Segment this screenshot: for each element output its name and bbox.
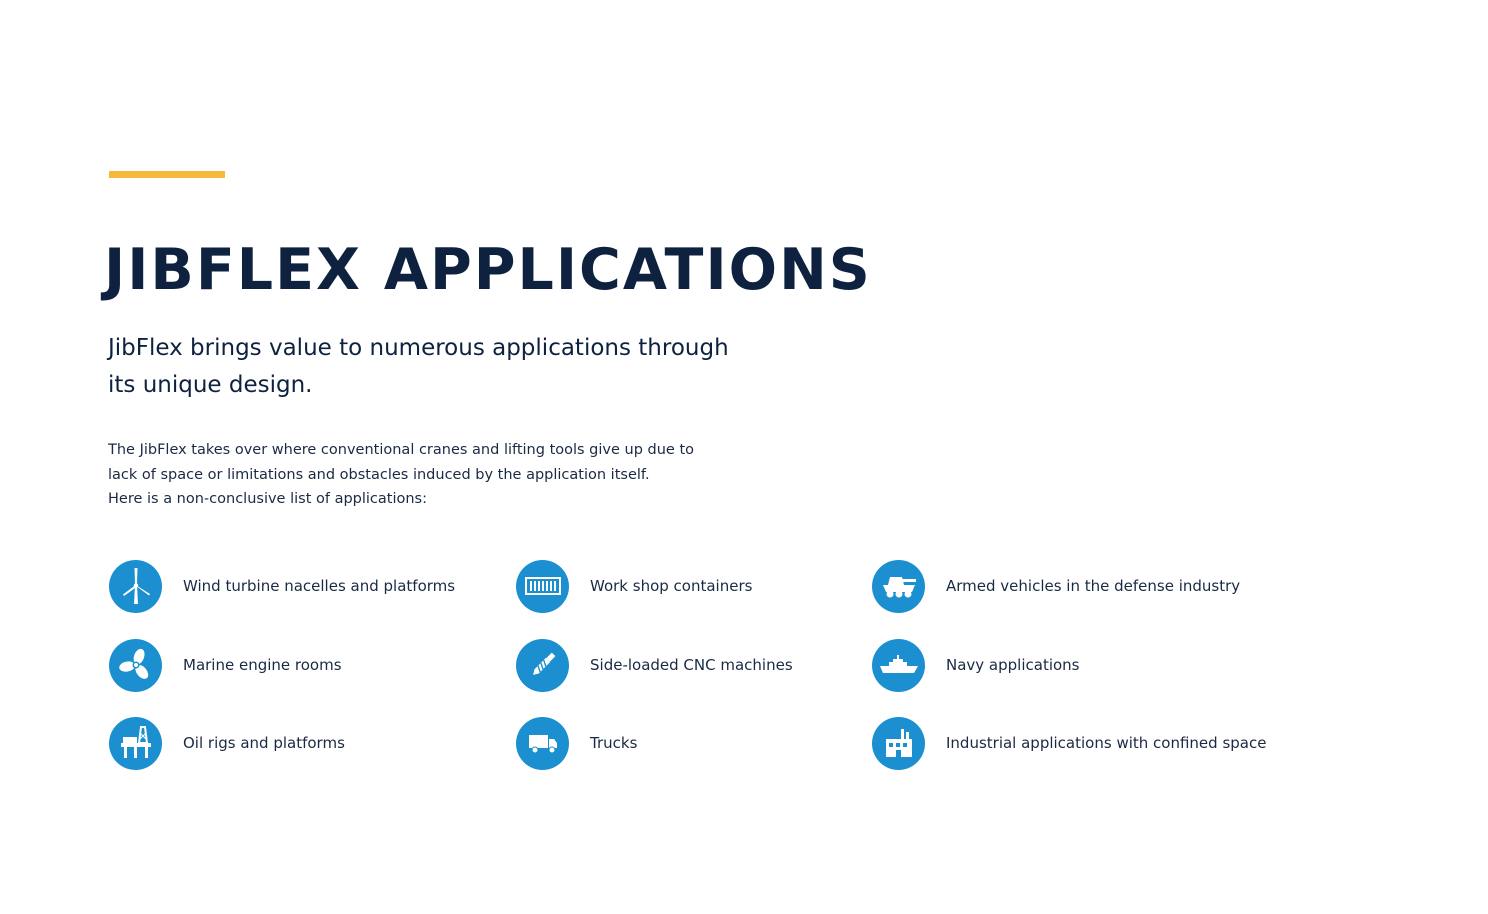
factory-icon: [872, 717, 925, 770]
application-label: Trucks: [590, 734, 638, 752]
application-label: Marine engine rooms: [183, 656, 342, 674]
application-item-navy: [872, 638, 1080, 692]
application-item-trucks: [516, 716, 637, 770]
oil-rig-icon: [109, 717, 162, 770]
application-label: Wind turbine nacelles and platforms: [183, 577, 456, 595]
wind-turbine-icon: [109, 560, 162, 613]
application-label: Work shop containers: [590, 577, 753, 595]
application-label: Oil rigs and platforms: [183, 734, 345, 752]
container-icon: [516, 560, 569, 613]
application-item-cnc-machines: [516, 638, 793, 692]
tank-icon: [872, 560, 925, 613]
application-item-oil-rigs: [109, 716, 345, 770]
page-subtitle: JibFlex brings value to numerous applications through its unique design.: [108, 335, 729, 398]
intro-line: The JibFlex takes over where conventional cranes and lifting tools give up due to: [108, 442, 695, 458]
application-label: Armed vehicles in the defense industry: [946, 577, 1241, 595]
intro-paragraph: [108, 438, 748, 512]
page-title: JIBFLEX APPLICATIONS: [104, 237, 872, 303]
drill-bit-icon: [516, 639, 569, 692]
application-item-marine-engine: [109, 638, 342, 692]
application-label: Industrial applications with confined space: [946, 734, 1267, 752]
navy-ship-icon: [872, 639, 925, 692]
intro-line: Here is a non-conclusive list of applications:: [108, 491, 427, 507]
application-item-industrial: [872, 716, 1266, 770]
intro-line: lack of space or limitations and obstacles induced by the application itself.: [108, 466, 650, 483]
application-label: Side-loaded CNC machines: [590, 656, 793, 674]
application-item-wind-turbine: [109, 559, 455, 613]
application-item-armed-vehicles: [872, 559, 1240, 613]
ship-propeller-icon: [109, 639, 162, 692]
truck-icon: [516, 717, 569, 770]
application-label: Navy applications: [946, 656, 1080, 674]
accent-bar: [109, 171, 225, 178]
application-item-containers: [516, 559, 752, 613]
